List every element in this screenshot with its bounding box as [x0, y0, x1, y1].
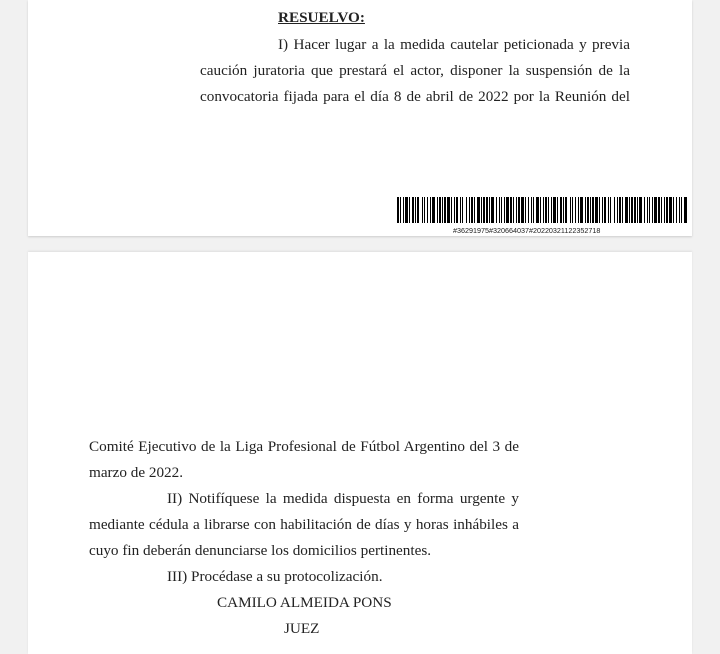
barcode-bar — [649, 197, 650, 223]
barcode-bar — [661, 197, 662, 223]
barcode-number: #36291975#320664037#20220321122352718 — [453, 226, 601, 235]
barcode-bar — [580, 197, 583, 223]
barcode-bar — [405, 197, 408, 223]
barcode-bar — [681, 197, 682, 223]
barcode-bar — [403, 197, 404, 223]
barcode-bar — [676, 197, 677, 223]
barcode-bar — [412, 197, 414, 223]
barcode-bar — [545, 197, 547, 223]
barcode-bar — [444, 197, 446, 223]
paragraph-line: mediante cédula a librarse con habilitación de días y horas inhábiles a — [89, 516, 519, 533]
barcode-bar — [531, 197, 532, 223]
barcode-bar — [575, 197, 576, 223]
barcode-bar — [430, 197, 431, 223]
barcode-bar — [634, 197, 636, 223]
barcode-bar — [454, 197, 455, 223]
barcode-bar — [592, 197, 594, 223]
barcode-bar — [506, 197, 509, 223]
document-page-1 — [28, 0, 692, 236]
signature-title: JUEZ — [284, 620, 320, 637]
barcode-bar — [570, 197, 571, 223]
barcode-bar — [501, 197, 502, 223]
barcode-bar — [462, 197, 463, 223]
barcode-bar — [442, 197, 443, 223]
barcode-bar — [477, 197, 480, 223]
barcode-bar — [504, 197, 505, 223]
paragraph-line: II) Notifíquese la medida dispuesta en forma urgente y — [167, 490, 519, 507]
barcode-bar — [644, 197, 645, 223]
paragraph-line: I) Hacer lugar a la medida cautelar peticionada y previa — [278, 36, 630, 53]
barcode-bar — [456, 197, 458, 223]
barcode-bar — [557, 197, 558, 223]
barcode-bar — [518, 197, 520, 223]
barcode-bar — [585, 197, 586, 223]
barcode-bar — [652, 197, 653, 223]
barcode-bar — [599, 197, 600, 223]
paragraph-line: marzo de 2022. — [89, 464, 184, 481]
barcode-bar — [513, 197, 514, 223]
barcode-bar — [540, 197, 541, 223]
barcode-bar — [432, 197, 435, 223]
barcode-bar — [471, 197, 473, 223]
barcode-bar — [622, 197, 623, 223]
barcode-bar — [491, 197, 494, 223]
barcode-bar — [551, 197, 552, 223]
barcode-bar — [565, 197, 567, 223]
barcode-bar — [525, 197, 526, 223]
barcode-bar — [619, 197, 621, 223]
barcode-bar — [474, 197, 475, 223]
barcode-bar — [590, 197, 591, 223]
barcode-bar — [629, 197, 630, 223]
paragraph-line: caución juratoria que prestará el actor, disponer la suspensión de la — [200, 62, 630, 79]
barcode-bar — [625, 197, 628, 223]
barcode-bar — [679, 197, 680, 223]
barcode-bar — [647, 197, 648, 223]
paragraph-line: III) Procédase a su protocolización. — [167, 568, 383, 585]
barcode-bar — [560, 197, 562, 223]
paragraph-line: Comité Ejecutivo de la Liga Profesional de Fútbol Argentino del 3 de — [89, 438, 519, 455]
barcode-bar — [533, 197, 534, 223]
barcode-bar — [437, 197, 438, 223]
barcode-bar — [572, 197, 573, 223]
barcode-bar — [521, 197, 524, 223]
barcode-bar — [669, 197, 672, 223]
barcode-bar — [614, 197, 615, 223]
barcode-bar — [578, 197, 579, 223]
barcode-bar — [447, 197, 450, 223]
barcode-bar — [610, 197, 611, 223]
barcode-bar — [415, 197, 416, 223]
barcode-bar — [417, 197, 419, 223]
barcode-bar — [587, 197, 589, 223]
barcode-bar — [631, 197, 633, 223]
barcode-bar — [460, 197, 461, 223]
paragraph-line: cuyo fin deberán denunciarse los domicilios pertinentes. — [89, 542, 432, 559]
document-page-2 — [28, 252, 692, 654]
barcode-bar — [409, 197, 410, 223]
barcode-bar — [658, 197, 660, 223]
barcode-bar — [439, 197, 441, 223]
barcode-bar — [563, 197, 564, 223]
barcode — [397, 197, 687, 223]
barcode-bar — [483, 197, 485, 223]
barcode-bar — [666, 197, 668, 223]
barcode-bar — [481, 197, 482, 223]
barcode-bar — [602, 197, 603, 223]
barcode-bar — [451, 197, 452, 223]
signature-name: CAMILO ALMEIDA PONS — [217, 594, 392, 611]
barcode-bar — [510, 197, 512, 223]
barcode-bar — [664, 197, 665, 223]
barcode-bar — [608, 197, 609, 223]
barcode-bar — [397, 197, 399, 223]
barcode-bar — [528, 197, 529, 223]
barcode-bar — [617, 197, 618, 223]
barcode-bar — [536, 197, 539, 223]
barcode-bar — [496, 197, 497, 223]
barcode-bar — [424, 197, 425, 223]
barcode-bar — [469, 197, 470, 223]
barcode-bar — [637, 197, 638, 223]
barcode-bar — [466, 197, 467, 223]
barcode-bar — [489, 197, 490, 223]
resolution-heading: RESUELVO: — [278, 9, 365, 26]
barcode-bar — [427, 197, 428, 223]
barcode-bar — [595, 197, 598, 223]
barcode-bar — [604, 197, 606, 223]
barcode-bar — [654, 197, 657, 223]
barcode-bar — [684, 197, 687, 223]
barcode-bar — [543, 197, 544, 223]
barcode-bar — [486, 197, 488, 223]
barcode-bar — [639, 197, 642, 223]
paragraph-line: convocatoria fijada para el día 8 de abril de 2022 por la Reunión del — [200, 88, 630, 105]
barcode-bar — [548, 197, 549, 223]
barcode-bar — [400, 197, 401, 223]
barcode-bar — [499, 197, 500, 223]
barcode-bar — [553, 197, 556, 223]
barcode-bar — [673, 197, 674, 223]
barcode-bar — [516, 197, 517, 223]
barcode-bar — [422, 197, 423, 223]
